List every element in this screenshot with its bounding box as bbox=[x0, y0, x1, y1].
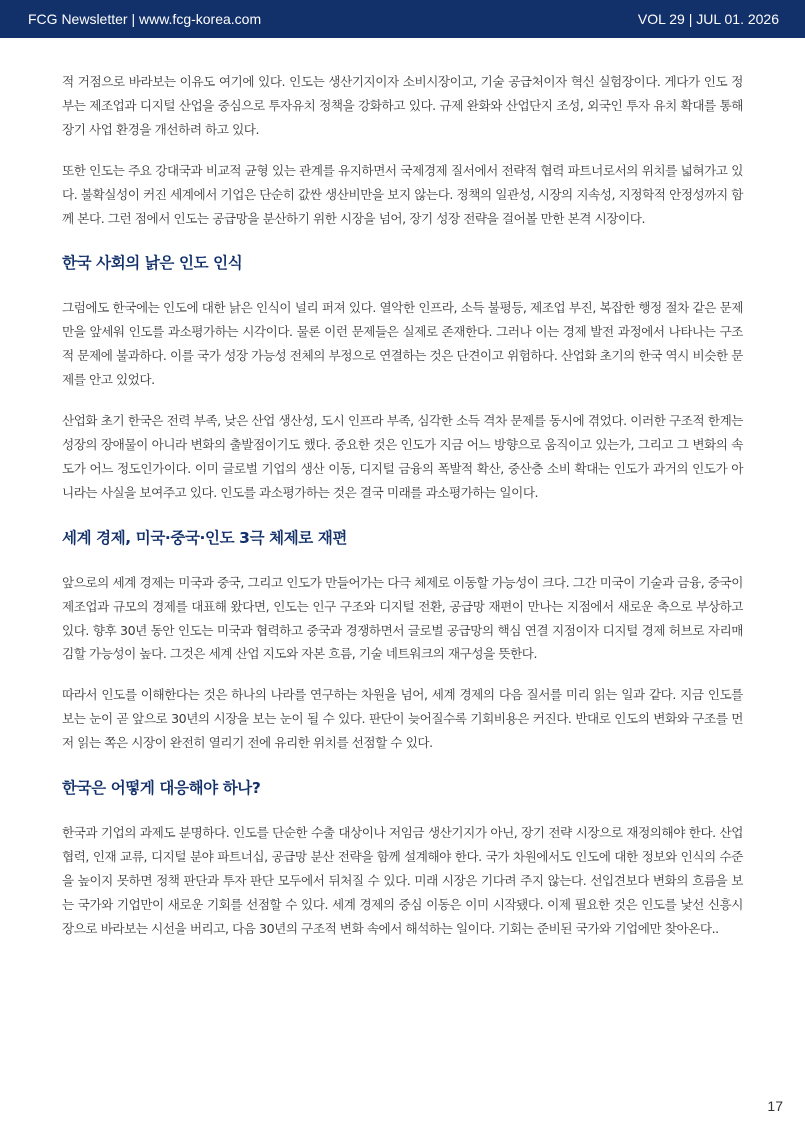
paragraph: 따라서 인도를 이해한다는 것은 하나의 나라를 연구하는 차원을 넘어, 세계 경제의 다음 질서를 미리 읽는 일과 같다. 지금 인도를 보는 눈이 곧 앞으로 30년의 시장을 보는 눈이 될 수 있다. 판단이 늦어질수록 기회비용은 커진다. 반대로 인도의 변화와 구조를 먼저 읽는 쪽은 시장이 완전히 열리기 전에 유리한 위치를 선점할 수 있다. bbox=[62, 687, 743, 751]
paragraph: 산업화 초기 한국은 전력 부족, 낮은 산업 생산성, 도시 인프라 부족, 심각한 소득 격차 문제를 동시에 겪었다. 이러한 구조적 한계는 성장의 장애물이 아니라 변화의 출발점이기도 했다. 중요한 것은 인도가 지금 어느 방향으로 움직이고 있는가, 그리고 그 변화의 속도가 어느 정도인가이다. 이미 글로벌 기업의 생산 이동, 디지털 금융의 폭발적 확산, 중산층 소비 확대는 인도가 과거의 인도가 아니라는 사실을 보여주고 있다. 인도를 과소평가하는 것은 결국 미래를 과소평가하는 일이다. bbox=[62, 413, 743, 500]
section-heading: 세계 경제, 미국·중국·인도 3극 체제로 재편 bbox=[62, 528, 347, 547]
paragraph: 또한 인도는 주요 강대국과 비교적 균형 있는 관계를 유지하면서 국제경제 질서에서 전략적 협력 파트너로서의 위치를 넓혀가고 있다. 불확실성이 커진 세계에서 기업은 단순히 값싼 생산비만을 보지 않는다. 정책의 일관성, 시장의 지속성, 지정학적 안정성까지 함께 본다. 그런 점에서 인도는 공급망을 분산하기 위한 시장을 넘어, 장기 성장 전략을 걸어볼 만한 본격 시장이다. bbox=[62, 162, 743, 226]
section-heading: 한국은 어떻게 대응해야 하나? bbox=[62, 779, 261, 798]
newsletter-header-bar bbox=[0, 0, 805, 38]
section-heading: 한국 사회의 낡은 인도 인식 bbox=[62, 254, 243, 273]
article-body bbox=[62, 70, 743, 958]
paragraph: 앞으로의 세계 경제는 미국과 중국, 그리고 인도가 만들어가는 다극 체제로 이동할 가능성이 크다. 그간 미국이 기술과 금융, 중국이 제조업과 규모의 경제를 대표해 왔다면, 인도는 인구 구조와 디지털 전환, 공급망 재편이 만나는 지점에서 새로운 축으로 부상하고 있다. 향후 30년 동안 인도는 미국과 협력하고 중국과 경쟁하면서 글로벌 공급망의 핵심 연결 지점이자 디지털 경제 허브로 자리매김할 가능성이 높다. 그것은 세계 산업 지도와 자본 흐름, 기술 네트워크의 재구성을 뜻한다. bbox=[62, 574, 743, 662]
page-number: 17 bbox=[767, 1098, 783, 1114]
paragraph: 한국과 기업의 과제도 분명하다. 인도를 단순한 수출 대상이나 저임금 생산기지가 아닌, 장기 전략 시장으로 재정의해야 한다. 산업 협력, 인재 교류, 디지털 분야 파트너십, 공급망 분산 전략을 함께 설계해야 한다. 국가 차원에서도 인도에 대한 정보와 인식의 수준을 높이지 못하면 정책 판단과 투자 판단 모두에서 뒤처질 수 있다. 미래 시장은 기다려 주지 않는다. 선입견보다 변화의 흐름을 보는 국가와 기업만이 새로운 기회를 선점할 수 있다. 세계 경제의 중심 이동은 이미 시작됐다. 이제 필요한 것은 인도를 낯선 신흥시장으로 바라보는 시선을 버리고, 다음 30년의 구조적 변화 속에서 해석하는 일이다. 기회는 준비된 국가와 기업에만 찾아온다.. bbox=[62, 825, 743, 936]
newsletter-site-label: FCG Newsletter | www.fcg-korea.com bbox=[28, 11, 262, 27]
issue-date-label: VOL 29 | JUL 01. 2026 bbox=[637, 11, 779, 27]
paragraph: 그럼에도 한국에는 인도에 대한 낡은 인식이 널리 퍼져 있다. 열악한 인프라, 소득 불평등, 제조업 부진, 복잡한 행정 절차 같은 문제만을 앞세워 인도를 과소평가하는 시각이다. 물론 이런 문제들은 실제로 존재한다. 그러나 이는 경제 발전 과정에서 나타나는 구조적 문제에 불과하다. 이를 국가 성장 가능성 전체의 부정으로 연결하는 것은 단견이고 위험하다. 산업화 초기의 한국 역시 비슷한 문제를 안고 있었다. bbox=[62, 300, 743, 388]
paragraph: 적 거점으로 바라보는 이유도 여기에 있다. 인도는 생산기지이자 소비시장이고, 기술 공급처이자 혁신 실험장이다. 게다가 인도 정부는 제조업과 디지털 산업을 중심으로 투자유치 정책을 강화하고 있다. 규제 완화와 산업단지 조성, 외국인 투자 유치 확대를 통해 장기 사업 환경을 개선하려 하고 있다. bbox=[62, 74, 743, 137]
